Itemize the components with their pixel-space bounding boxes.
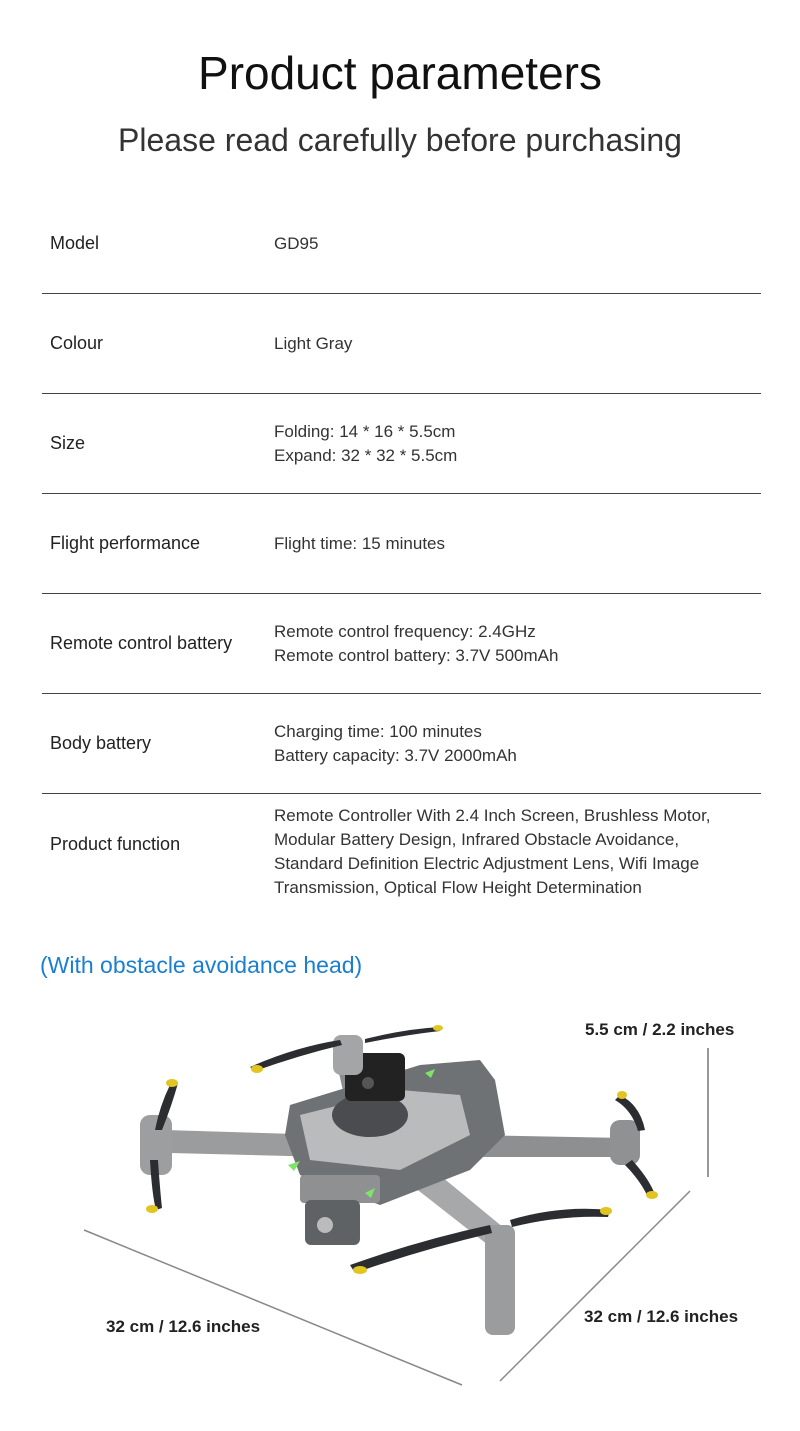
obstacle-avoidance-note: (With obstacle avoidance head) xyxy=(40,952,363,978)
spec-row-body-battery xyxy=(42,694,761,794)
spec-value-line: Charging time: 100 minutes xyxy=(274,721,482,741)
propeller-tip xyxy=(146,1205,158,1213)
spec-value-line: Remote control frequency: 2.4GHz xyxy=(274,621,536,641)
spec-value-line: Standard Definition Electric Adjustment Lens, Wifi Image xyxy=(274,854,700,873)
spec-value-line: Battery capacity: 3.7V 2000mAh xyxy=(274,745,517,765)
spec-value-line: Remote Controller With 2.4 Inch Screen, Brushless Motor, xyxy=(274,806,711,825)
spec-label: Body battery xyxy=(50,733,152,753)
front-grille xyxy=(300,1175,380,1203)
spec-value-line: Expand: 32 * 32 * 5.5cm xyxy=(274,445,458,465)
spec-label: Product function xyxy=(50,833,181,854)
motor-right xyxy=(610,1120,640,1165)
spec-row-product-function xyxy=(42,794,761,934)
propeller-back-left xyxy=(250,1040,342,1071)
propeller-tip xyxy=(433,1025,443,1031)
propeller-tip xyxy=(600,1207,612,1215)
spec-value xyxy=(274,792,744,912)
height-dimension-label: 5.5 cm / 2.2 inches xyxy=(585,1020,735,1039)
depth-dimension-label: 32 cm / 12.6 inches xyxy=(584,1307,739,1326)
spec-value xyxy=(274,294,352,393)
drone-image xyxy=(0,995,800,1426)
spec-value-line: Remote control battery: 3.7V 500mAh xyxy=(274,645,559,665)
spec-row-model xyxy=(42,194,761,294)
spec-label: Flight performance xyxy=(50,533,201,553)
propeller-front-left xyxy=(350,1225,492,1273)
spec-value-line: Folding: 14 * 16 * 5.5cm xyxy=(274,421,456,441)
spec-value xyxy=(274,494,445,593)
page-subtitle: Please read carefully before purchasing xyxy=(118,122,682,158)
spec-value xyxy=(274,194,318,293)
spec-label: Size xyxy=(50,433,86,453)
spec-value-line: GD95 xyxy=(274,233,319,253)
spec-row-colour xyxy=(42,294,761,394)
spec-label: Remote control battery xyxy=(50,633,233,653)
spec-table xyxy=(42,194,761,934)
motor-front xyxy=(485,1225,515,1335)
sensor-lens xyxy=(362,1077,374,1089)
page-title: Product parameters xyxy=(198,47,602,99)
propeller-tip xyxy=(646,1191,658,1199)
camera-lens xyxy=(317,1217,333,1233)
propeller-front-right xyxy=(510,1209,610,1227)
propeller-tip xyxy=(353,1266,367,1274)
spec-value-line: Flight time: 15 minutes xyxy=(274,533,446,553)
propeller-back-right xyxy=(365,1027,440,1043)
spec-label: Colour xyxy=(50,333,104,353)
spec-value-line: Light Gray xyxy=(274,333,353,353)
spec-row-flight-performance xyxy=(42,494,761,594)
spec-value-line: Transmission, Optical Flow Height Determination xyxy=(274,878,642,897)
spec-value xyxy=(274,694,517,793)
spec-value xyxy=(274,594,558,693)
spec-value xyxy=(274,394,457,493)
spec-row-size xyxy=(42,394,761,494)
spec-label: Model xyxy=(50,233,100,253)
propeller-tip xyxy=(166,1079,178,1087)
propeller-tip xyxy=(251,1065,263,1073)
spec-row-remote-control-battery xyxy=(42,594,761,694)
width-dimension-label: 32 cm / 12.6 inches xyxy=(106,1317,261,1336)
propeller-tip xyxy=(617,1091,627,1099)
spec-value-line: Modular Battery Design, Infrared Obstacle Avoidance, xyxy=(274,830,680,849)
drone-illustration-area xyxy=(0,995,800,1426)
